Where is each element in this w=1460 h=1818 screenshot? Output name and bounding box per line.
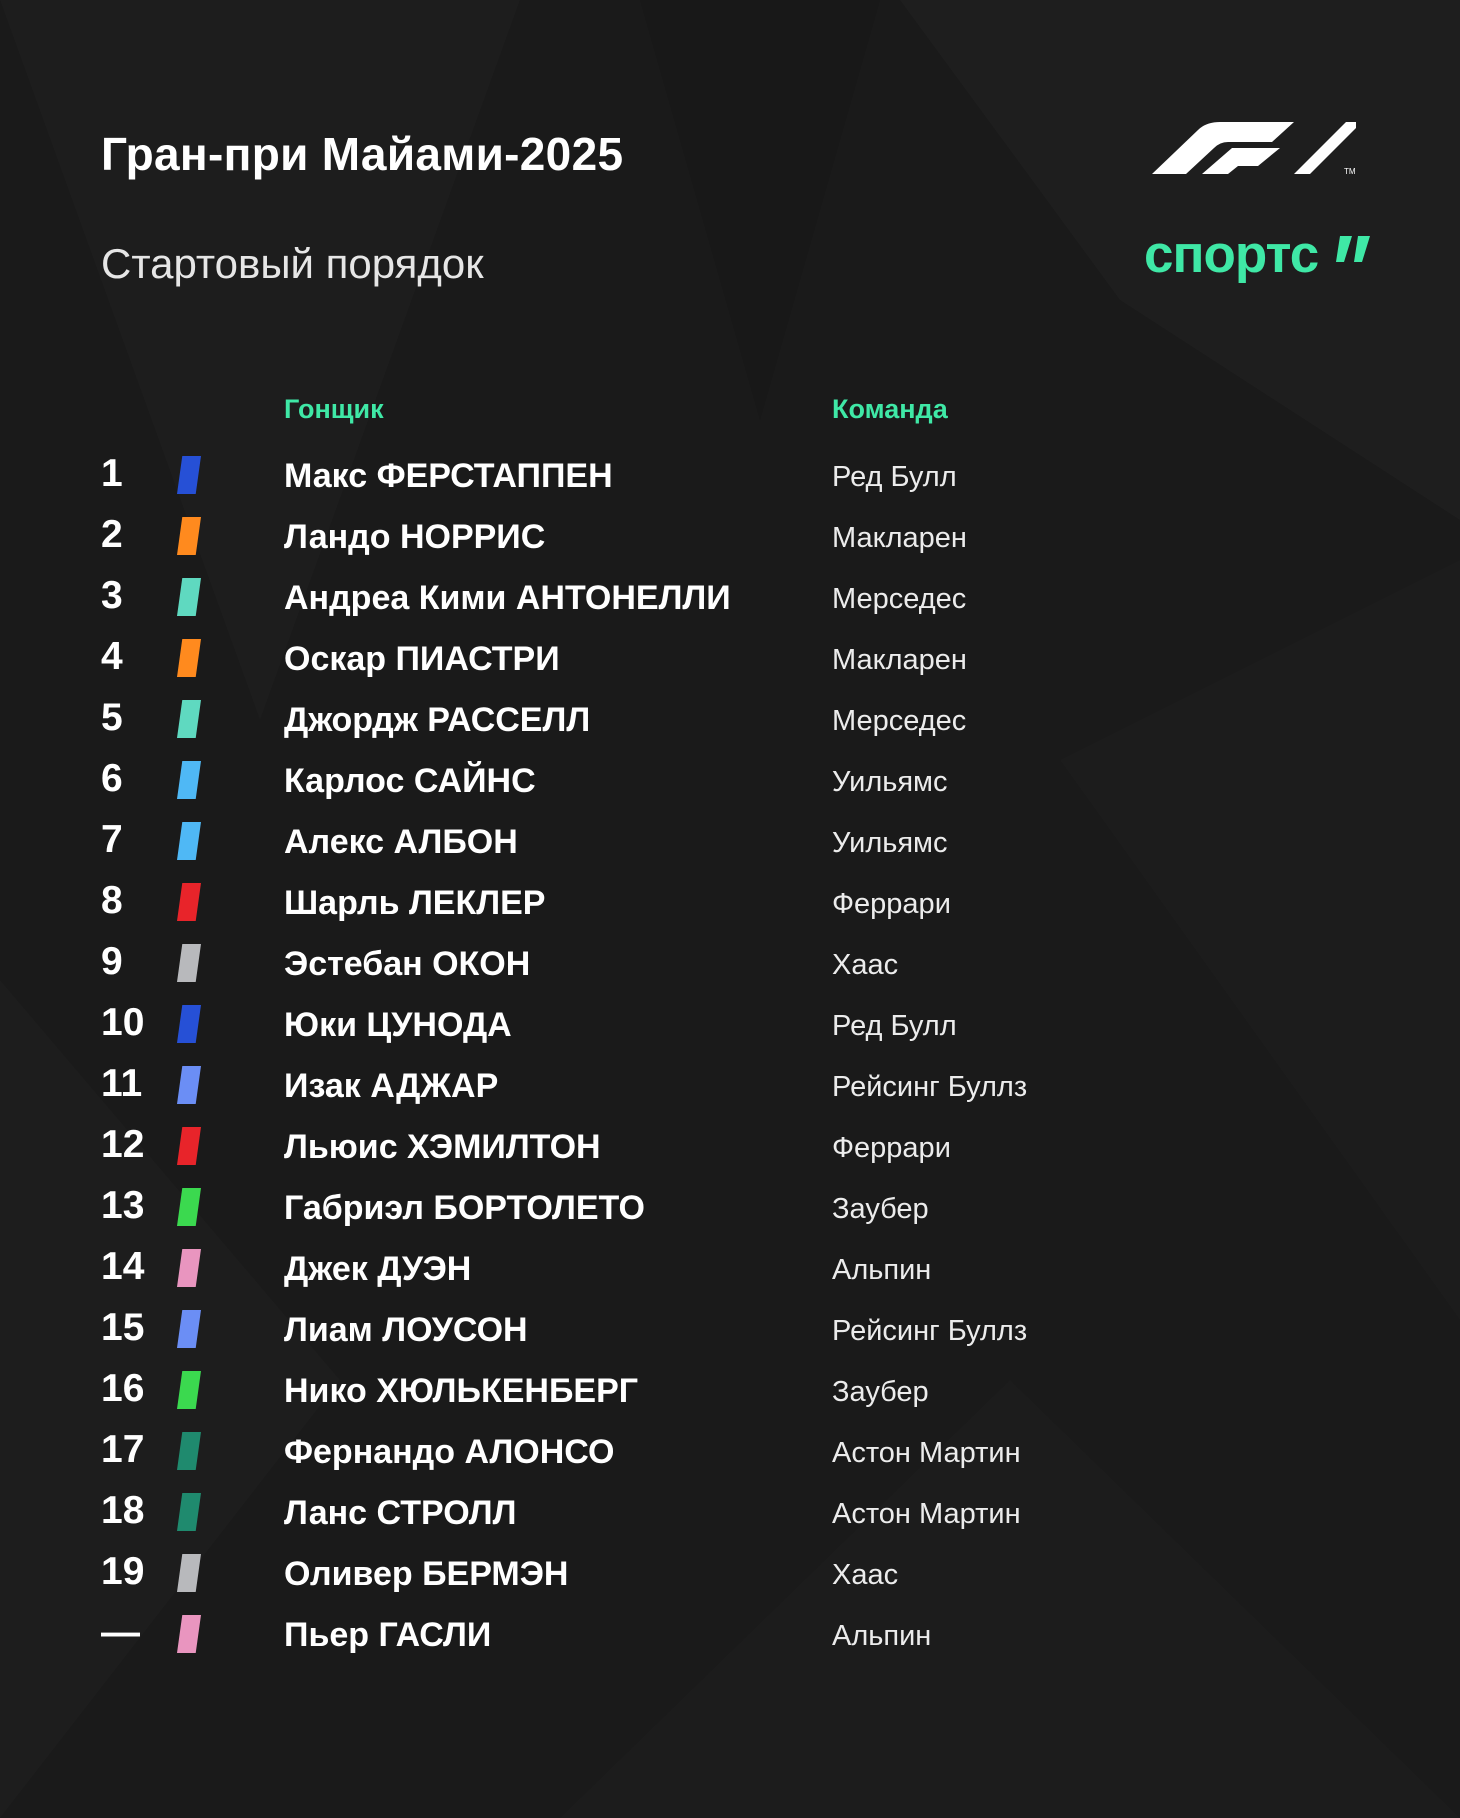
driver-name: Оливер БЕРМЭН xyxy=(284,1555,569,1593)
svg-text:TM: TM xyxy=(1344,167,1356,176)
grid-position: 11 xyxy=(101,1062,143,1105)
team-color-stripe-icon xyxy=(177,639,201,677)
team-color-stripe-icon xyxy=(177,1249,201,1287)
grid-position: 15 xyxy=(101,1306,145,1349)
team-name: Рейсинг Буллз xyxy=(832,1315,1028,1347)
column-header-driver: Гонщик xyxy=(284,394,384,424)
team-color-stripe-icon xyxy=(177,883,201,921)
team-color-stripe-icon xyxy=(177,1127,201,1165)
grid-position: 16 xyxy=(101,1367,145,1410)
driver-name: Джордж РАССЕЛЛ xyxy=(284,701,591,739)
driver-name: Фернандо АЛОНСО xyxy=(284,1433,615,1471)
grid-row xyxy=(0,1607,1460,1668)
team-color-stripe-icon xyxy=(177,1615,201,1653)
grid-position: 12 xyxy=(101,1123,145,1166)
team-name: Ред Булл xyxy=(832,461,957,493)
driver-name: Ланс СТРОЛЛ xyxy=(284,1494,517,1532)
grid-position: 18 xyxy=(101,1489,145,1532)
team-name: Заубер xyxy=(832,1193,929,1225)
team-name: Мерседес xyxy=(832,583,967,615)
team-name: Хаас xyxy=(832,1559,899,1591)
team-name: Хаас xyxy=(832,949,899,981)
driver-name: Шарль ЛЕКЛЕР xyxy=(284,884,546,922)
driver-name: Джек ДУЭН xyxy=(284,1250,472,1288)
team-name: Астон Мартин xyxy=(832,1437,1021,1469)
driver-name: Оскар ПИАСТРИ xyxy=(284,640,560,678)
driver-name: Пьер ГАСЛИ xyxy=(284,1616,492,1654)
starting-grid-list xyxy=(0,448,1460,1668)
column-header-team: Команда xyxy=(832,394,948,424)
team-color-stripe-icon xyxy=(177,944,201,982)
driver-name: Нико ХЮЛЬКЕНБЕРГ xyxy=(284,1372,639,1410)
team-name: Феррари xyxy=(832,1132,951,1164)
driver-name: Эстебан ОКОН xyxy=(284,945,531,983)
team-color-stripe-icon xyxy=(177,1188,201,1226)
grid-position: 10 xyxy=(101,1001,145,1044)
team-name: Феррари xyxy=(832,888,951,920)
team-color-stripe-icon xyxy=(177,822,201,860)
grid-position: 19 xyxy=(101,1550,145,1593)
grid-row xyxy=(0,1119,1460,1180)
team-name: Макларен xyxy=(832,522,967,554)
team-color-stripe-icon xyxy=(177,761,201,799)
team-name: Альпин xyxy=(832,1254,932,1286)
grid-row xyxy=(0,1485,1460,1546)
team-name: Астон Мартин xyxy=(832,1498,1021,1530)
grid-row xyxy=(0,448,1460,509)
grid-position: 2 xyxy=(101,513,123,556)
grid-row xyxy=(0,814,1460,875)
team-name: Рейсинг Буллз xyxy=(832,1071,1028,1103)
driver-name: Льюис ХЭМИЛТОН xyxy=(284,1128,601,1166)
grid-position: 14 xyxy=(101,1245,145,1288)
team-color-stripe-icon xyxy=(177,517,201,555)
grid-position: 13 xyxy=(101,1184,145,1227)
grid-position: 6 xyxy=(101,757,123,800)
grid-position: — xyxy=(101,1611,140,1654)
driver-name: Алекс АЛБОН xyxy=(284,823,518,861)
team-name: Мерседес xyxy=(832,705,967,737)
grid-position: 1 xyxy=(101,452,123,495)
team-name: Альпин xyxy=(832,1620,932,1652)
grid-row xyxy=(0,509,1460,570)
grid-position: 17 xyxy=(101,1428,145,1471)
grid-row xyxy=(0,936,1460,997)
team-color-stripe-icon xyxy=(177,1554,201,1592)
driver-name: Лиам ЛОУСОН xyxy=(284,1311,528,1349)
team-color-stripe-icon xyxy=(177,1493,201,1531)
driver-name: Карлос САЙНС xyxy=(284,762,536,800)
team-name: Заубер xyxy=(832,1376,929,1408)
team-color-stripe-icon xyxy=(177,456,201,494)
driver-name: Ландо НОРРИС xyxy=(284,518,546,556)
grid-row xyxy=(0,1363,1460,1424)
sports-ru-logo: спортс xyxy=(1144,225,1319,284)
team-color-stripe-icon xyxy=(177,1432,201,1470)
brand-quote-mark-icon xyxy=(1336,236,1372,262)
grid-position: 7 xyxy=(101,818,123,861)
grid-row xyxy=(0,1424,1460,1485)
driver-name: Изак АДЖАР xyxy=(284,1067,499,1105)
team-color-stripe-icon xyxy=(177,1310,201,1348)
grid-row xyxy=(0,1302,1460,1363)
grid-row xyxy=(0,1058,1460,1119)
grid-row xyxy=(0,1180,1460,1241)
driver-name: Макс ФЕРСТАППЕН xyxy=(284,457,613,495)
team-color-stripe-icon xyxy=(177,1371,201,1409)
team-name: Ред Булл xyxy=(832,1010,957,1042)
grid-position: 9 xyxy=(101,940,123,983)
team-color-stripe-icon xyxy=(177,578,201,616)
grid-row xyxy=(0,692,1460,753)
grid-row xyxy=(0,570,1460,631)
team-name: Макларен xyxy=(832,644,967,676)
driver-name: Юки ЦУНОДА xyxy=(284,1006,512,1044)
team-color-stripe-icon xyxy=(177,1066,201,1104)
grid-position: 5 xyxy=(101,696,123,739)
grid-position: 4 xyxy=(101,635,123,678)
grid-position: 3 xyxy=(101,574,123,617)
page-subtitle: Стартовый порядок xyxy=(101,240,484,287)
grid-position: 8 xyxy=(101,879,123,922)
team-color-stripe-icon xyxy=(177,700,201,738)
grid-row xyxy=(0,997,1460,1058)
grid-row xyxy=(0,1546,1460,1607)
driver-name: Андреа Кими АНТОНЕЛЛИ xyxy=(284,579,731,617)
grid-row xyxy=(0,1241,1460,1302)
f1-logo-icon xyxy=(1144,118,1356,176)
grid-row xyxy=(0,631,1460,692)
team-color-stripe-icon xyxy=(177,1005,201,1043)
team-name: Уильямс xyxy=(832,766,948,798)
grid-row xyxy=(0,875,1460,936)
driver-name: Габриэл БОРТОЛЕТО xyxy=(284,1189,645,1227)
page-title: Гран-при Майами-2025 xyxy=(101,128,624,180)
team-name: Уильямс xyxy=(832,827,948,859)
grid-row xyxy=(0,753,1460,814)
